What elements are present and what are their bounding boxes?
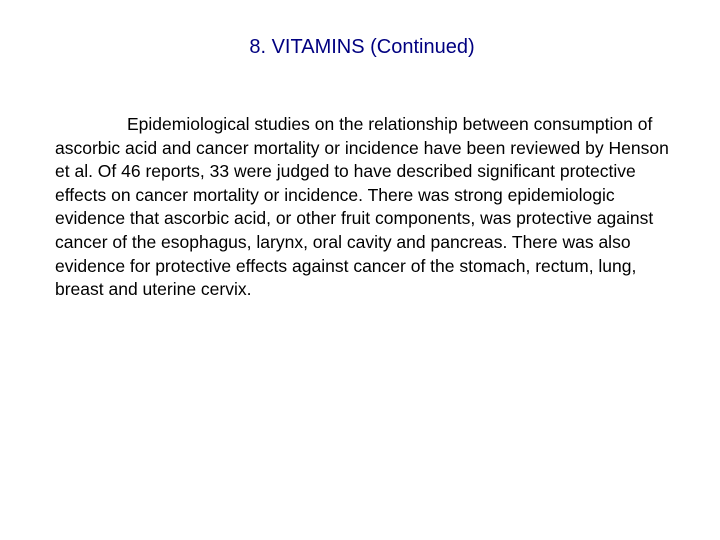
slide-title: 8. VITAMINS (Continued) <box>249 36 475 58</box>
body-paragraph <box>55 113 685 302</box>
body-paragraph-text: Epidemiological studies on the relationship between consumption of ascorbic acid and cancer mortality or incidence have been reviewed by Henson et al. Of 46 reports, 33 were judged to have described significant protective effects on cancer mortality or incidence. There was strong epidemiologic evidence that ascorbic acid, or other fruit components, was protective against cancer of the esophagus, larynx, oral cavity and pancreas. There was also evidence for protective effects against cancer of the stomach, rectum, lung, breast and uterine cervix. <box>55 114 669 300</box>
